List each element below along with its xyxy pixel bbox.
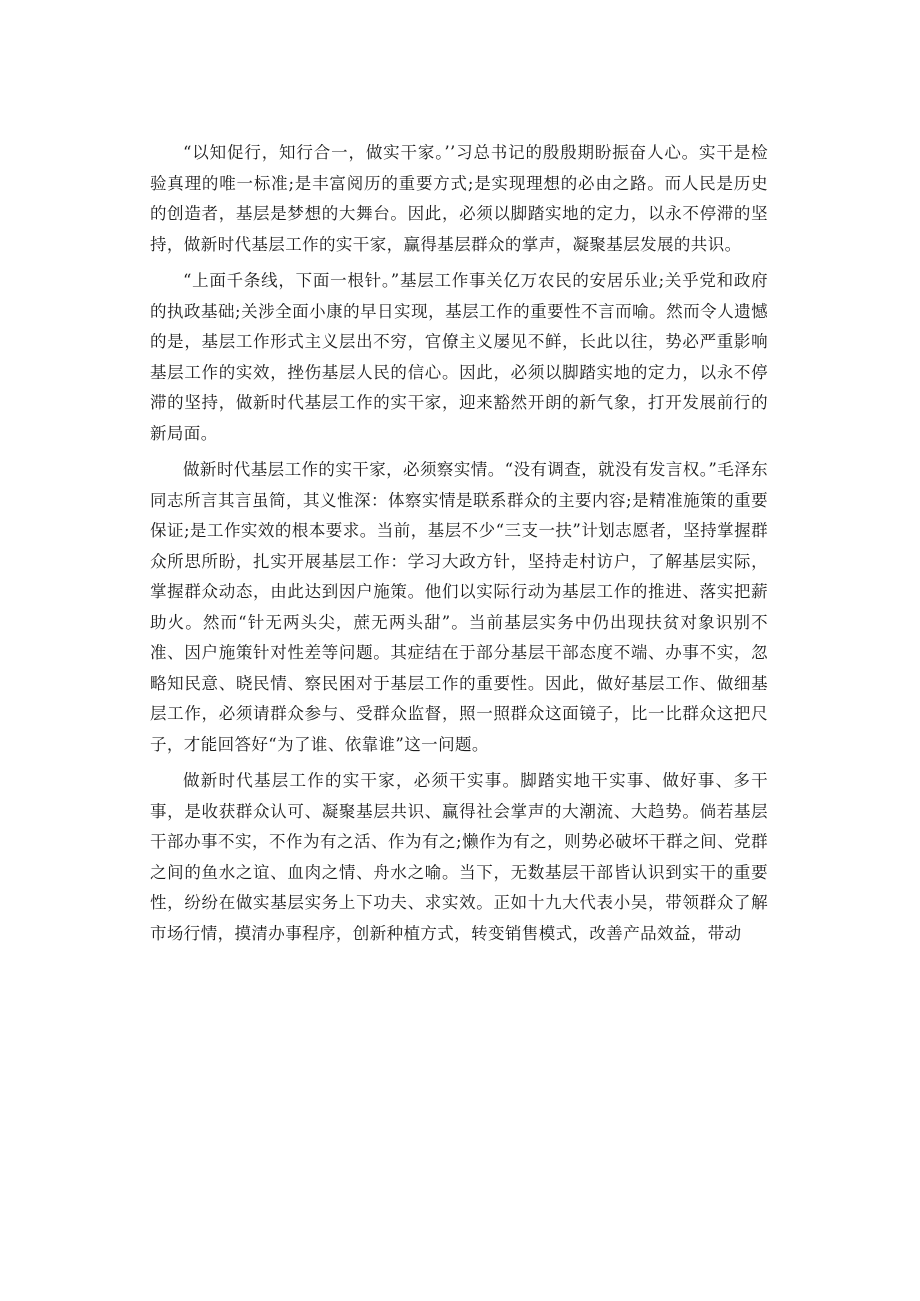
paragraph-investigate-facts: 做新时代基层工作的实干家，必须察实情。“没有调查，就没有发言权。”毛泽东同志所言其言虽简，其义惟深：体察实情是联系群众的主要内容;是精准施策的重要保证;是工作实效的根本要求。当前，基层不少“三支一扶”计划志愿者，坚持掌握群众所思所盼，扎实开展基层工作：学习大政方针，坚持走村访户，了解基层实际，掌握群众动态，由此达到因户施策。他们以实际行动为基层工作的推进、落实把薪助火。然而“针无两头尖，蔗无两头甜”。当前基层实务中仍出现扶贫对象识别不准、因户施策针对性差等问题。其症结在于部分基层干部态度不端、办事不实，忽略知民意、晓民情、察民困对于基层工作的重要性。因此，做好基层工作、做细基层工作，必须请群众参与、受群众监督，照一照群众这面镜子，比一比群众这把尺子，才能回答好“为了谁、依靠谁”这一问题。 bbox=[150, 460, 768, 754]
paragraph-grassroots-importance: “上面千条线，下面一根针。”基层工作事关亿万农民的安居乐业;关乎党和政府的执政基础;关涉全面小康的早日实现，基层工作的重要性不言而喻。然而令人遗憾的是，基层工作形式主义层出不穷，官僚主义屡见不鲜，长此以往，势必严重影响基层工作的实效，挫伤基层人民的信心。因此，必须以脚踏实地的定力，以永不停滞的坚持，做新时代基层工作的实干家，迎来豁然开朗的新气象，打开发展前行的新局面。 bbox=[150, 271, 768, 443]
paragraph-do-practical-work: 做新时代基层工作的实干家，必须干实事。脚踏实地干实事、做好事、多干事，是收获群众认可、凝聚基层共识、赢得社会掌声的大潮流、大趋势。倘若基层干部办事不实，不作为有之活、作为有之;懒作为有之，则势必破坏干群之间、党群之间的鱼水之谊、血肉之情、舟水之喻。当下，无数基层干部皆认识到实干的重要性，纷纷在做实基层实务上下功夫、求实效。正如十九大代表小吴，带领群众了解市场行情，摸清办事程序，创新种植方式，转变销售模式，改善产品效益，带动 bbox=[150, 771, 768, 943]
document-body bbox=[150, 138, 768, 955]
paragraph-intro: “以知促行，知行合一，做实干家。’’习总书记的殷殷期盼振奋人心。实干是检验真理的唯一标准;是丰富阅历的重要方式;是实现理想的必由之路。而人民是历史的创造者，基层是梦想的大舞台。因此，必须以脚踏实地的定力，以永不停滞的坚持，做新时代基层工作的实干家，赢得基层群众的掌声，凝聚基层发展的共识。 bbox=[150, 143, 768, 254]
